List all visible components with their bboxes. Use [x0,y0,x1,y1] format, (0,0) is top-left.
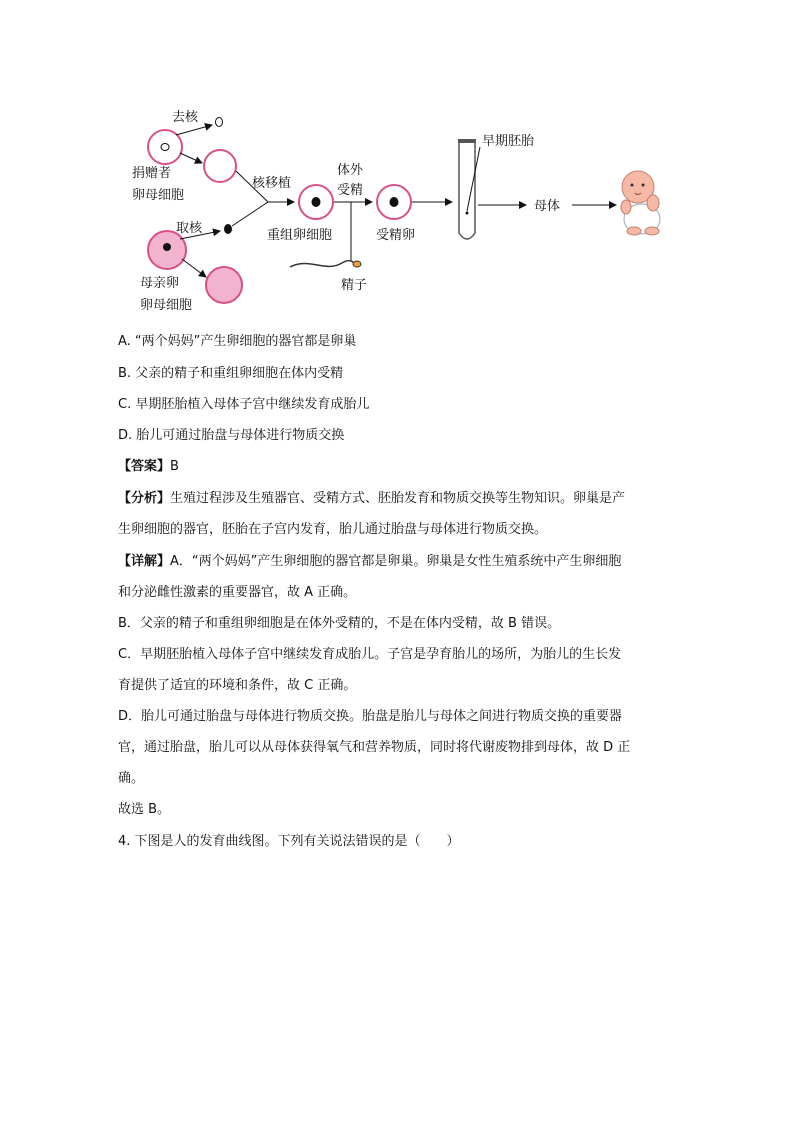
analysis-label: 【分析】 [118,491,171,506]
analysis-block [118,487,678,541]
analysis-line-2: 生卵细胞的器官，胚胎在子宫内发育，胎儿通过胎盘与母体进行物质交换。 [118,522,548,537]
label-nuclear-transfer: 核移植 [252,176,292,191]
detail-line-7: 官，通过胎盘，胎儿可以从母体获得氧气和营养物质，同时将代谢废物排到母体，故 D 正 [118,740,631,755]
detail-line-6: D．胎儿可通过胎盘与母体进行物质交换。胎盘是胎儿与母体之间进行物质交换的重要器 [118,709,623,724]
answer-label: 【答案】 [118,459,171,474]
detail-line-8: 确。 [118,771,145,786]
analysis-line-1: 生殖过程涉及生殖器官、受精方式、胚胎发育和物质交换等生物知识。卵巢是产 [170,491,626,506]
detail-block [118,550,678,829]
process-figure [110,95,670,325]
detail-line-3: B．父亲的精子和重组卵细胞是在体外受精的，不是在体内受精，故 B 错误。 [118,616,561,631]
question4-stem: 4. 下图是人的发育曲线图。下列有关说法错误的是（ ） [118,834,460,849]
taken-nucleus [224,224,232,234]
answer-value: B [170,459,179,474]
label-donor-2: 卵母细胞 [132,188,185,203]
label-mother-2: 卵母细胞 [140,298,193,313]
option-d: D. 胎儿可通过胎盘与母体进行物质交换 [118,428,345,443]
label-enucleation: 去核 [172,110,199,125]
mother-enucleated-egg [206,267,242,303]
test-tube [458,139,476,239]
label-sperm: 精子 [341,278,368,293]
label-reconstructed-egg: 重组卵细胞 [267,228,333,243]
label-mother-1: 母亲卵 [140,276,180,291]
label-fertilized-egg: 受精卵 [376,228,416,243]
answer-line [118,455,678,478]
detail-line-5: 育提供了适宜的环境和条件，故 C 正确。 [118,678,357,693]
option-b: B. 父亲的精子和重组卵细胞在体内受精 [118,366,344,381]
label-donor-1: 捐赠者 [132,166,172,181]
label-take-nucleus: 取核 [176,221,203,236]
label-early-embryo: 早期胚胎 [482,134,535,149]
detail-line-1: A．“两个妈妈”产生卵细胞的器官都是卵巢。卵巢是女性生殖系统中产生卵细胞 [170,554,622,569]
detail-line-4: C．早期胚胎植入母体子宫中继续发育成胎儿。子宫是孕育胎儿的场所，为胎儿的生长发 [118,647,622,662]
detail-label: 【详解】 [118,554,171,569]
detail-line-9: 故选 B。 [118,802,171,817]
option-a: A. “两个妈妈”产生卵细胞的器官都是卵巢 [118,334,357,349]
enucleated-egg [204,150,236,182]
sperm-cell [290,261,354,267]
ivf-process-diagram [110,95,670,325]
label-in-vitro-2: 受精 [337,183,364,198]
label-in-vitro-1: 体外 [337,163,364,178]
detail-line-2: 和分泌雌性激素的重要器官，故 A 正确。 [118,585,357,600]
label-mother-body: 母体 [534,199,561,214]
baby-illustration [621,171,660,235]
option-c: C. 早期胚胎植入母体子宫中继续发育成胎儿 [118,397,370,412]
removed-nucleus [216,118,223,127]
